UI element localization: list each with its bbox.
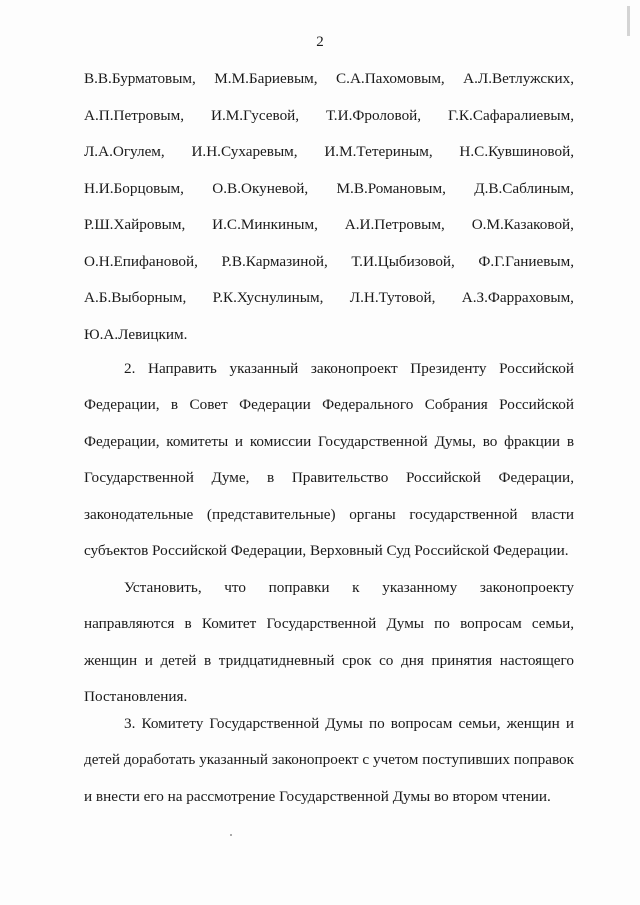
paragraph-2-direct-bill bbox=[84, 351, 574, 569]
text-line: и внести его на рассмотрение Государственной Думы во втором чтении. bbox=[84, 787, 551, 805]
deputy-name: И.М.Гусевой, bbox=[210, 106, 300, 124]
text-line: законодательные (представительные) органы государственной власти bbox=[84, 505, 574, 523]
deputy-name: Р.К.Хуснулиным, bbox=[212, 289, 324, 306]
deputy-name: Р.В.Кармазиной, bbox=[221, 252, 328, 270]
names-row bbox=[84, 178, 574, 215]
deputy-name: В.В.Бурматовым, bbox=[84, 70, 196, 87]
scan-speck bbox=[230, 834, 232, 836]
deputy-name: А.И.Петровым, bbox=[344, 216, 445, 233]
deputy-name: Ф.Г.Ганиевым, bbox=[478, 252, 574, 270]
text-line: Федерации, комитеты и комиссии Государственной Думы, во фракции в bbox=[84, 432, 574, 450]
text-line: детей доработать указанный законопроект с учетом поступивших поправок bbox=[84, 751, 574, 769]
names-row bbox=[84, 214, 574, 251]
deputy-name: О.М.Казаковой, bbox=[471, 216, 574, 233]
deputy-name: С.А.Пахомовым, bbox=[336, 70, 445, 87]
text-line: субъектов Российской Федерации, Верховный Суд Российской Федерации. bbox=[84, 542, 569, 560]
deputy-name: О.Н.Епифановой, bbox=[84, 252, 198, 270]
names-row bbox=[84, 141, 574, 178]
deputy-name: А.П.Петровым, bbox=[84, 106, 185, 124]
text-line: Федерации, в Совет Федерации Федерального Собрания Российской bbox=[84, 396, 574, 414]
deputy-name: И.М.Тетериным, bbox=[324, 143, 433, 160]
deputy-name: Л.Н.Тутовой, bbox=[349, 289, 436, 306]
scan-artifact bbox=[627, 6, 630, 36]
deputy-name: Г.К.Сафаралиевым, bbox=[448, 106, 574, 124]
text-line: Постановления. bbox=[84, 688, 188, 706]
deputy-name: И.С.Минкиным, bbox=[212, 216, 318, 233]
names-row bbox=[84, 287, 574, 324]
text-line: направляются в Комитет Государственной Думы по вопросам семьи, bbox=[84, 615, 574, 633]
deputy-name: Д.В.Саблиным, bbox=[474, 179, 574, 197]
text-line: Установить, что поправки к указанному законопроекту bbox=[124, 579, 574, 596]
deputy-name: А.Л.Ветлужских, bbox=[463, 70, 574, 87]
deputy-name: Ю.А.Левицким. bbox=[84, 325, 188, 343]
deputy-name: Н.И.Борцовым, bbox=[84, 179, 184, 197]
names-row bbox=[84, 251, 574, 288]
deputy-name: Н.С.Кувшиновой, bbox=[459, 143, 574, 160]
paragraph-3-committee bbox=[84, 706, 574, 815]
text-line: 2. Направить указанный законопроект Президенту Российской bbox=[124, 360, 574, 377]
names-row bbox=[84, 68, 574, 105]
deputy-name: А.Б.Выборным, bbox=[84, 289, 187, 306]
paragraph-amendments-deadline bbox=[84, 570, 574, 716]
text-line: женщин и детей в тридцатидневный срок со дня принятия настоящего bbox=[84, 651, 574, 669]
page-number: 2 bbox=[316, 34, 324, 50]
deputy-name: О.В.Окуневой, bbox=[212, 179, 309, 197]
text-line: 3. Комитету Государственной Думы по вопросам семьи, женщин и bbox=[124, 715, 574, 732]
deputy-name: И.Н.Сухаревым, bbox=[191, 143, 298, 160]
deputies-list bbox=[84, 68, 574, 360]
deputy-name: А.З.Фарраховым, bbox=[461, 289, 574, 306]
deputy-name: Л.А.Огулем, bbox=[84, 143, 165, 160]
deputy-name: Р.Ш.Хайровым, bbox=[84, 216, 186, 233]
deputy-name: М.В.Романовым, bbox=[336, 179, 446, 197]
names-row bbox=[84, 105, 574, 142]
text-line: Государственной Думе, в Правительство Российской Федерации, bbox=[84, 469, 574, 487]
deputy-name: М.М.Бариевым, bbox=[214, 70, 318, 87]
deputy-name: Т.И.Фроловой, bbox=[326, 106, 422, 124]
deputy-name: Т.И.Цыбизовой, bbox=[351, 252, 455, 270]
